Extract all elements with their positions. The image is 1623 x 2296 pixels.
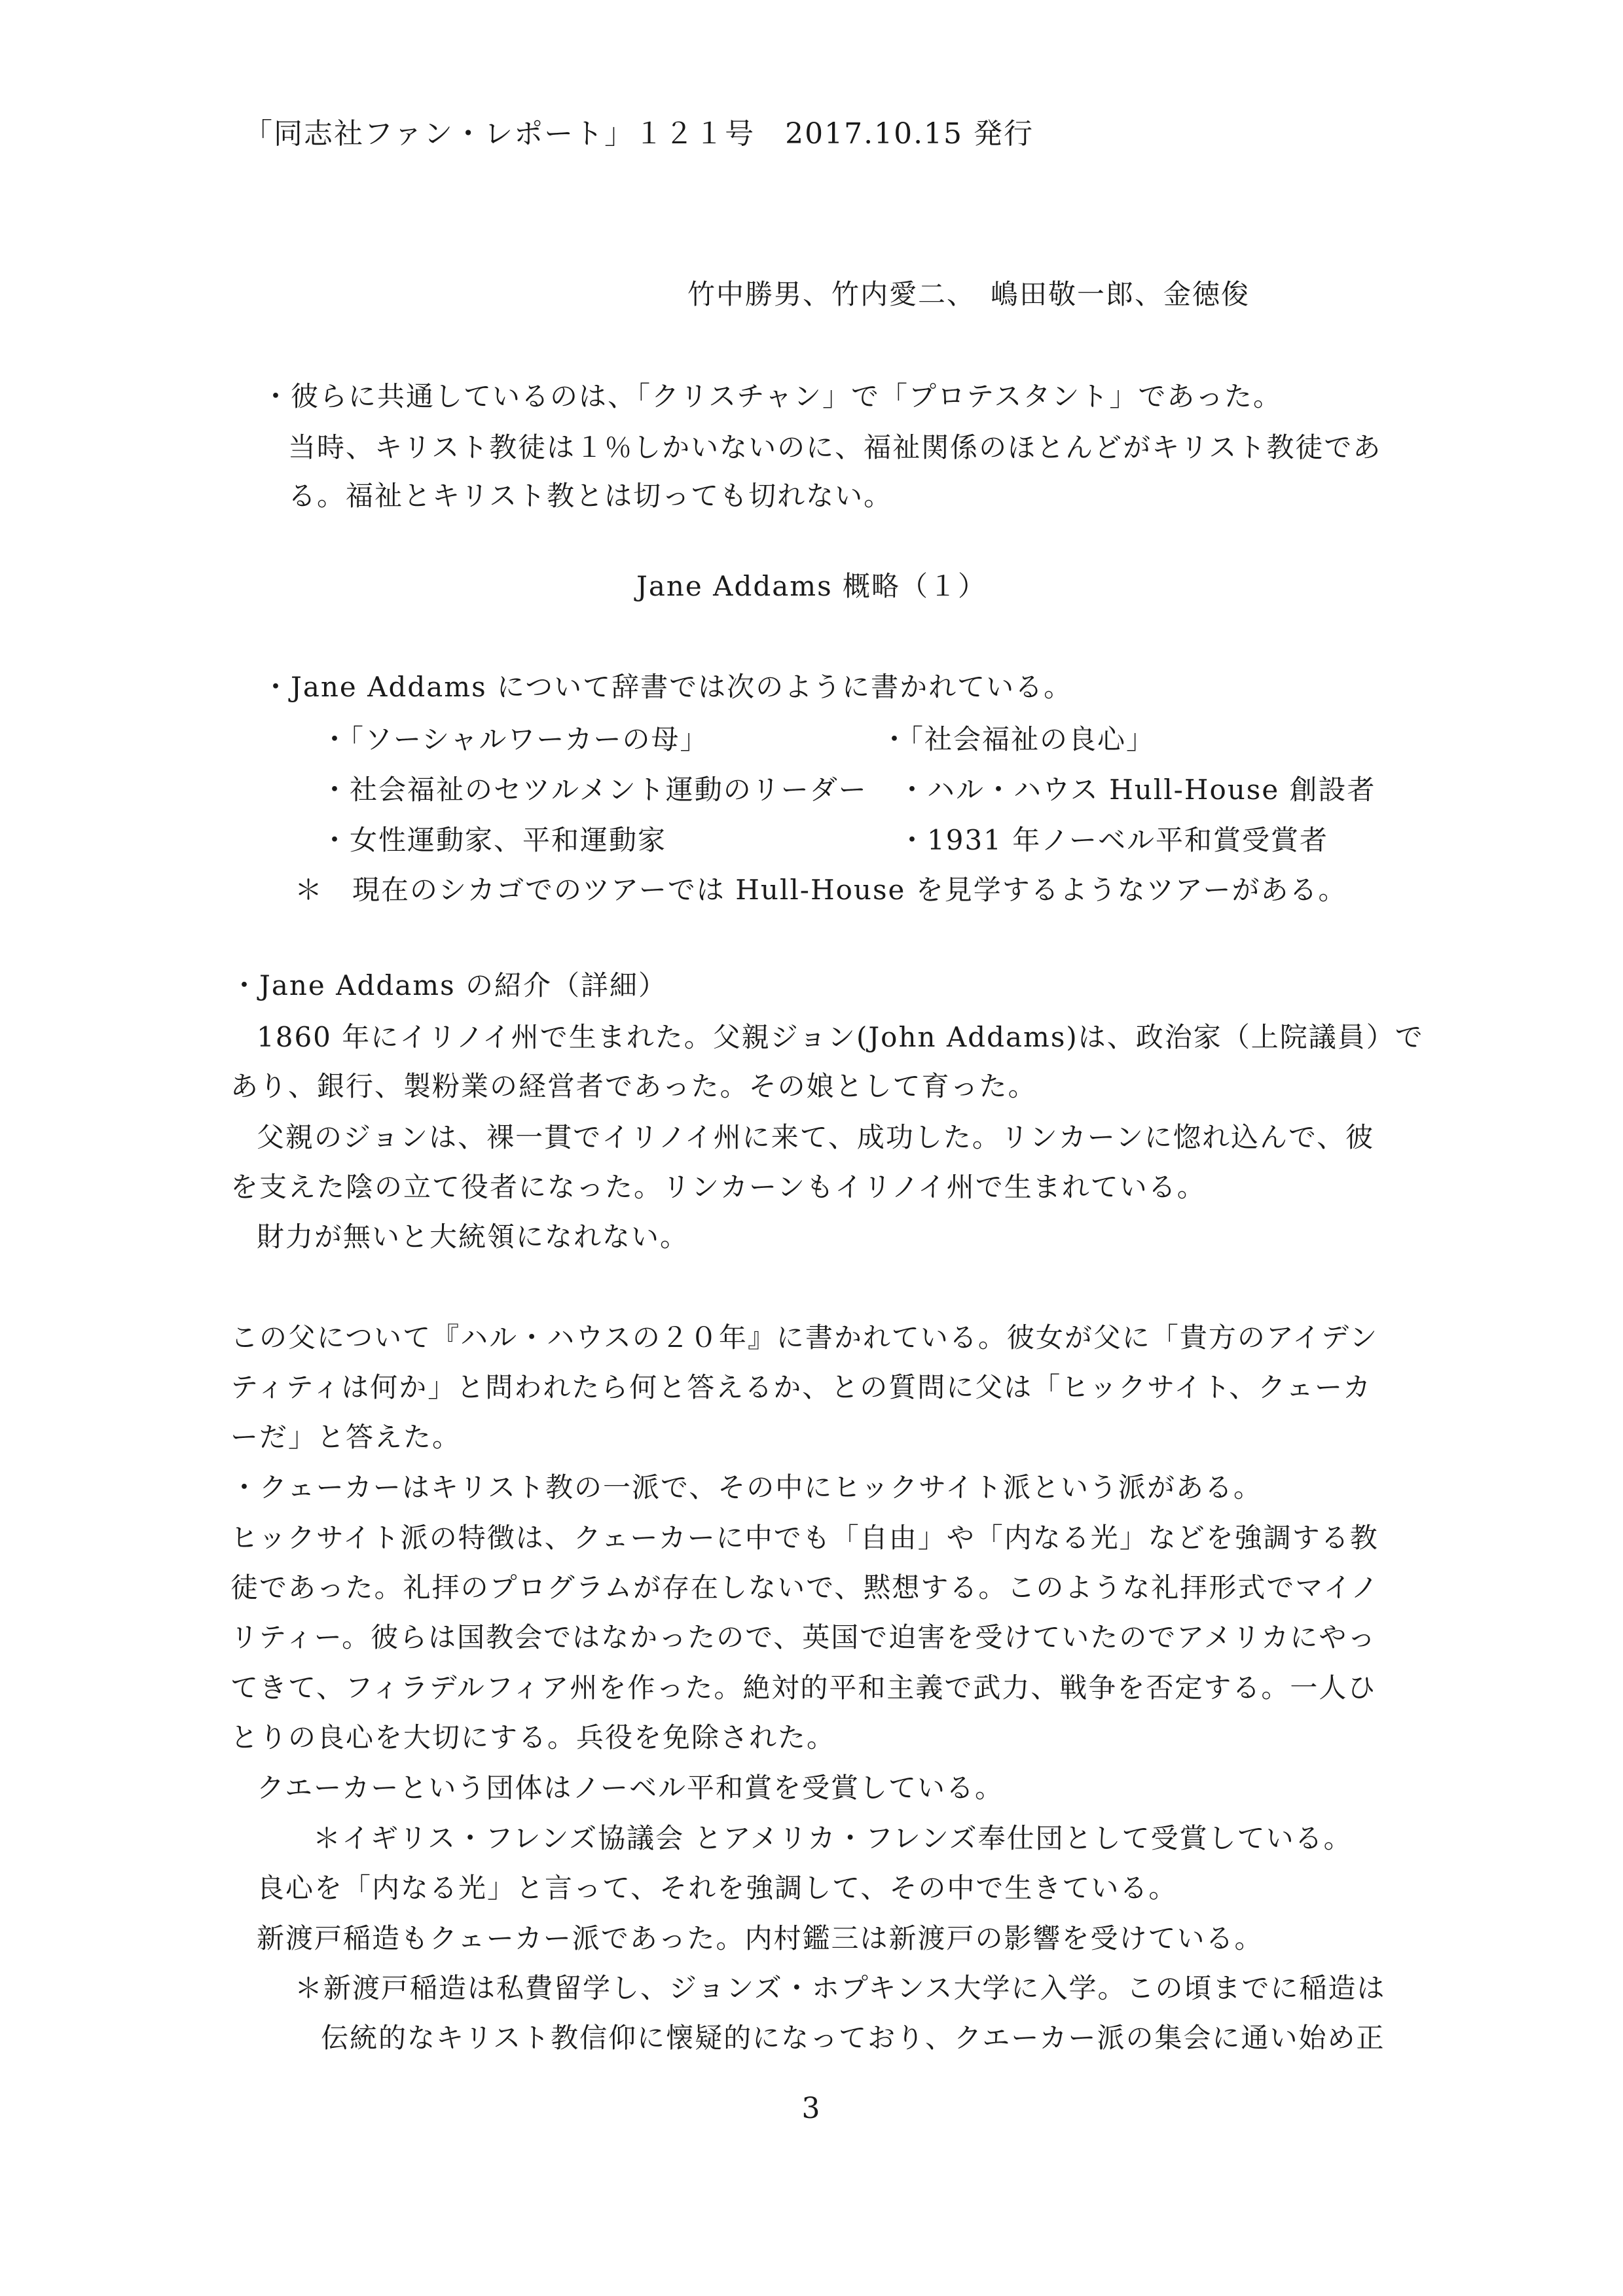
- page-number: 3: [801, 2092, 822, 2125]
- dictionary-intro: ・Jane Addams について辞書では次のように書かれている。: [262, 671, 1073, 703]
- dictionary-item: ・「社会福祉の良心」: [881, 723, 1156, 755]
- paragraph-line: ・クェーカーはキリスト教の一派で、その中にヒックサイト派という派がある。: [230, 1471, 1263, 1503]
- paragraph-line: ・彼らに共通しているのは、「クリスチャン」で「プロテスタント」であった。: [262, 380, 1282, 412]
- paragraph-line: ティティは何か」と問われたら何と答えるか、との質問に父は「ヒックサイト、クェーカ: [230, 1371, 1372, 1403]
- paragraph-line: クエーカーという団体はノーベル平和賞を受賞している。: [257, 1772, 1004, 1804]
- paragraph-line: てきて、フィラデルフィア州を作った。絶対的平和主義で武力、戦争を否定する。一人ひ: [230, 1672, 1377, 1704]
- paragraph-line: ＊イギリス・フレンズ協議会 とアメリカ・フレンズ奉仕団として受賞している。: [313, 1822, 1353, 1854]
- dictionary-item: ・社会福祉のセツルメント運動のリーダー: [321, 774, 867, 806]
- paragraph-line: 財力が無いと大統領になれない。: [257, 1221, 689, 1253]
- author-names: 竹中勝男、竹内愛二、 嶋田敬一郎、金徳俊: [687, 278, 1250, 310]
- paragraph-line: あり、銀行、製粉業の経営者であった。その娘として育った。: [230, 1070, 1037, 1102]
- paragraph-line: 良心を「内なる光」と言って、それを強調して、その中で生きている。: [257, 1872, 1178, 1904]
- dictionary-item: ・女性運動家、平和運動家: [321, 824, 667, 856]
- dictionary-item: ・「ソーシャルワーカーの母」: [321, 723, 709, 755]
- dictionary-note: ＊ 現在のシカゴでのツアーでは Hull-House を見学するようなツアーがある。: [295, 874, 1347, 906]
- paragraph-line: ーだ」と答えた。: [230, 1421, 462, 1453]
- subsection-heading: ・Jane Addams の紹介（詳細）: [230, 969, 668, 1001]
- paragraph-line: る。福祉とキリスト教とは切っても切れない。: [288, 480, 893, 512]
- paragraph-line: 父親のジョンは、裸一貫でイリノイ州に来て、成功した。リンカーンに惚れ込んで、彼: [257, 1121, 1375, 1153]
- paragraph-line: この父について『ハル・ハウスの２０年』に書かれている。彼女が父に「貴方のアイデン: [230, 1321, 1379, 1354]
- paragraph-line: ＊新渡戸稲造は私費留学し、ジョンズ・ホプキンス大学に入学。この頃までに稲造は: [295, 1972, 1386, 2004]
- paragraph-line: 新渡戸稲造もクェーカー派であった。内村鑑三は新渡戸の影響を受けている。: [257, 1922, 1264, 1954]
- paragraph-line: 徒であった。礼拝のプログラムが存在しないで、黙想する。このような礼拝形式でマイノ: [230, 1571, 1379, 1604]
- dictionary-item: ・ハル・ハウス Hull-House 創設者: [898, 774, 1376, 806]
- paragraph-line: 1860 年にイリノイ州で生まれた。父親ジョン(John Addams)は、政治家（上院議員）で: [257, 1021, 1424, 1053]
- paragraph-line: 伝統的なキリスト教信仰に懐疑的になっており、クエーカー派の集会に通い始め正: [321, 2022, 1385, 2054]
- paragraph-line: とりの良心を大切にする。兵役を免除された。: [230, 1721, 836, 1753]
- paragraph-line: ヒックサイト派の特徴は、クェーカーに中でも「自由」や「内なる光」などを強調する教: [230, 1522, 1379, 1554]
- dictionary-item: ・1931 年ノーベル平和賞受賞者: [898, 824, 1328, 856]
- paragraph-line: を支えた陰の立て役者になった。リンカーンもイリノイ州で生まれている。: [230, 1171, 1206, 1203]
- paragraph-line: リティー。彼らは国教会ではなかったので、英国で迫害を受けていたのでアメリカにやっ: [230, 1621, 1377, 1653]
- section-title: Jane Addams 概略（１）: [636, 570, 987, 602]
- paragraph-line: 当時、キリスト教徒は１％しかいないのに、福祉関係のほとんどがキリスト教徒であ: [288, 431, 1382, 463]
- publication-header: 「同志社ファン・レポート」１２１号 2017.10.15 発行: [244, 117, 1034, 151]
